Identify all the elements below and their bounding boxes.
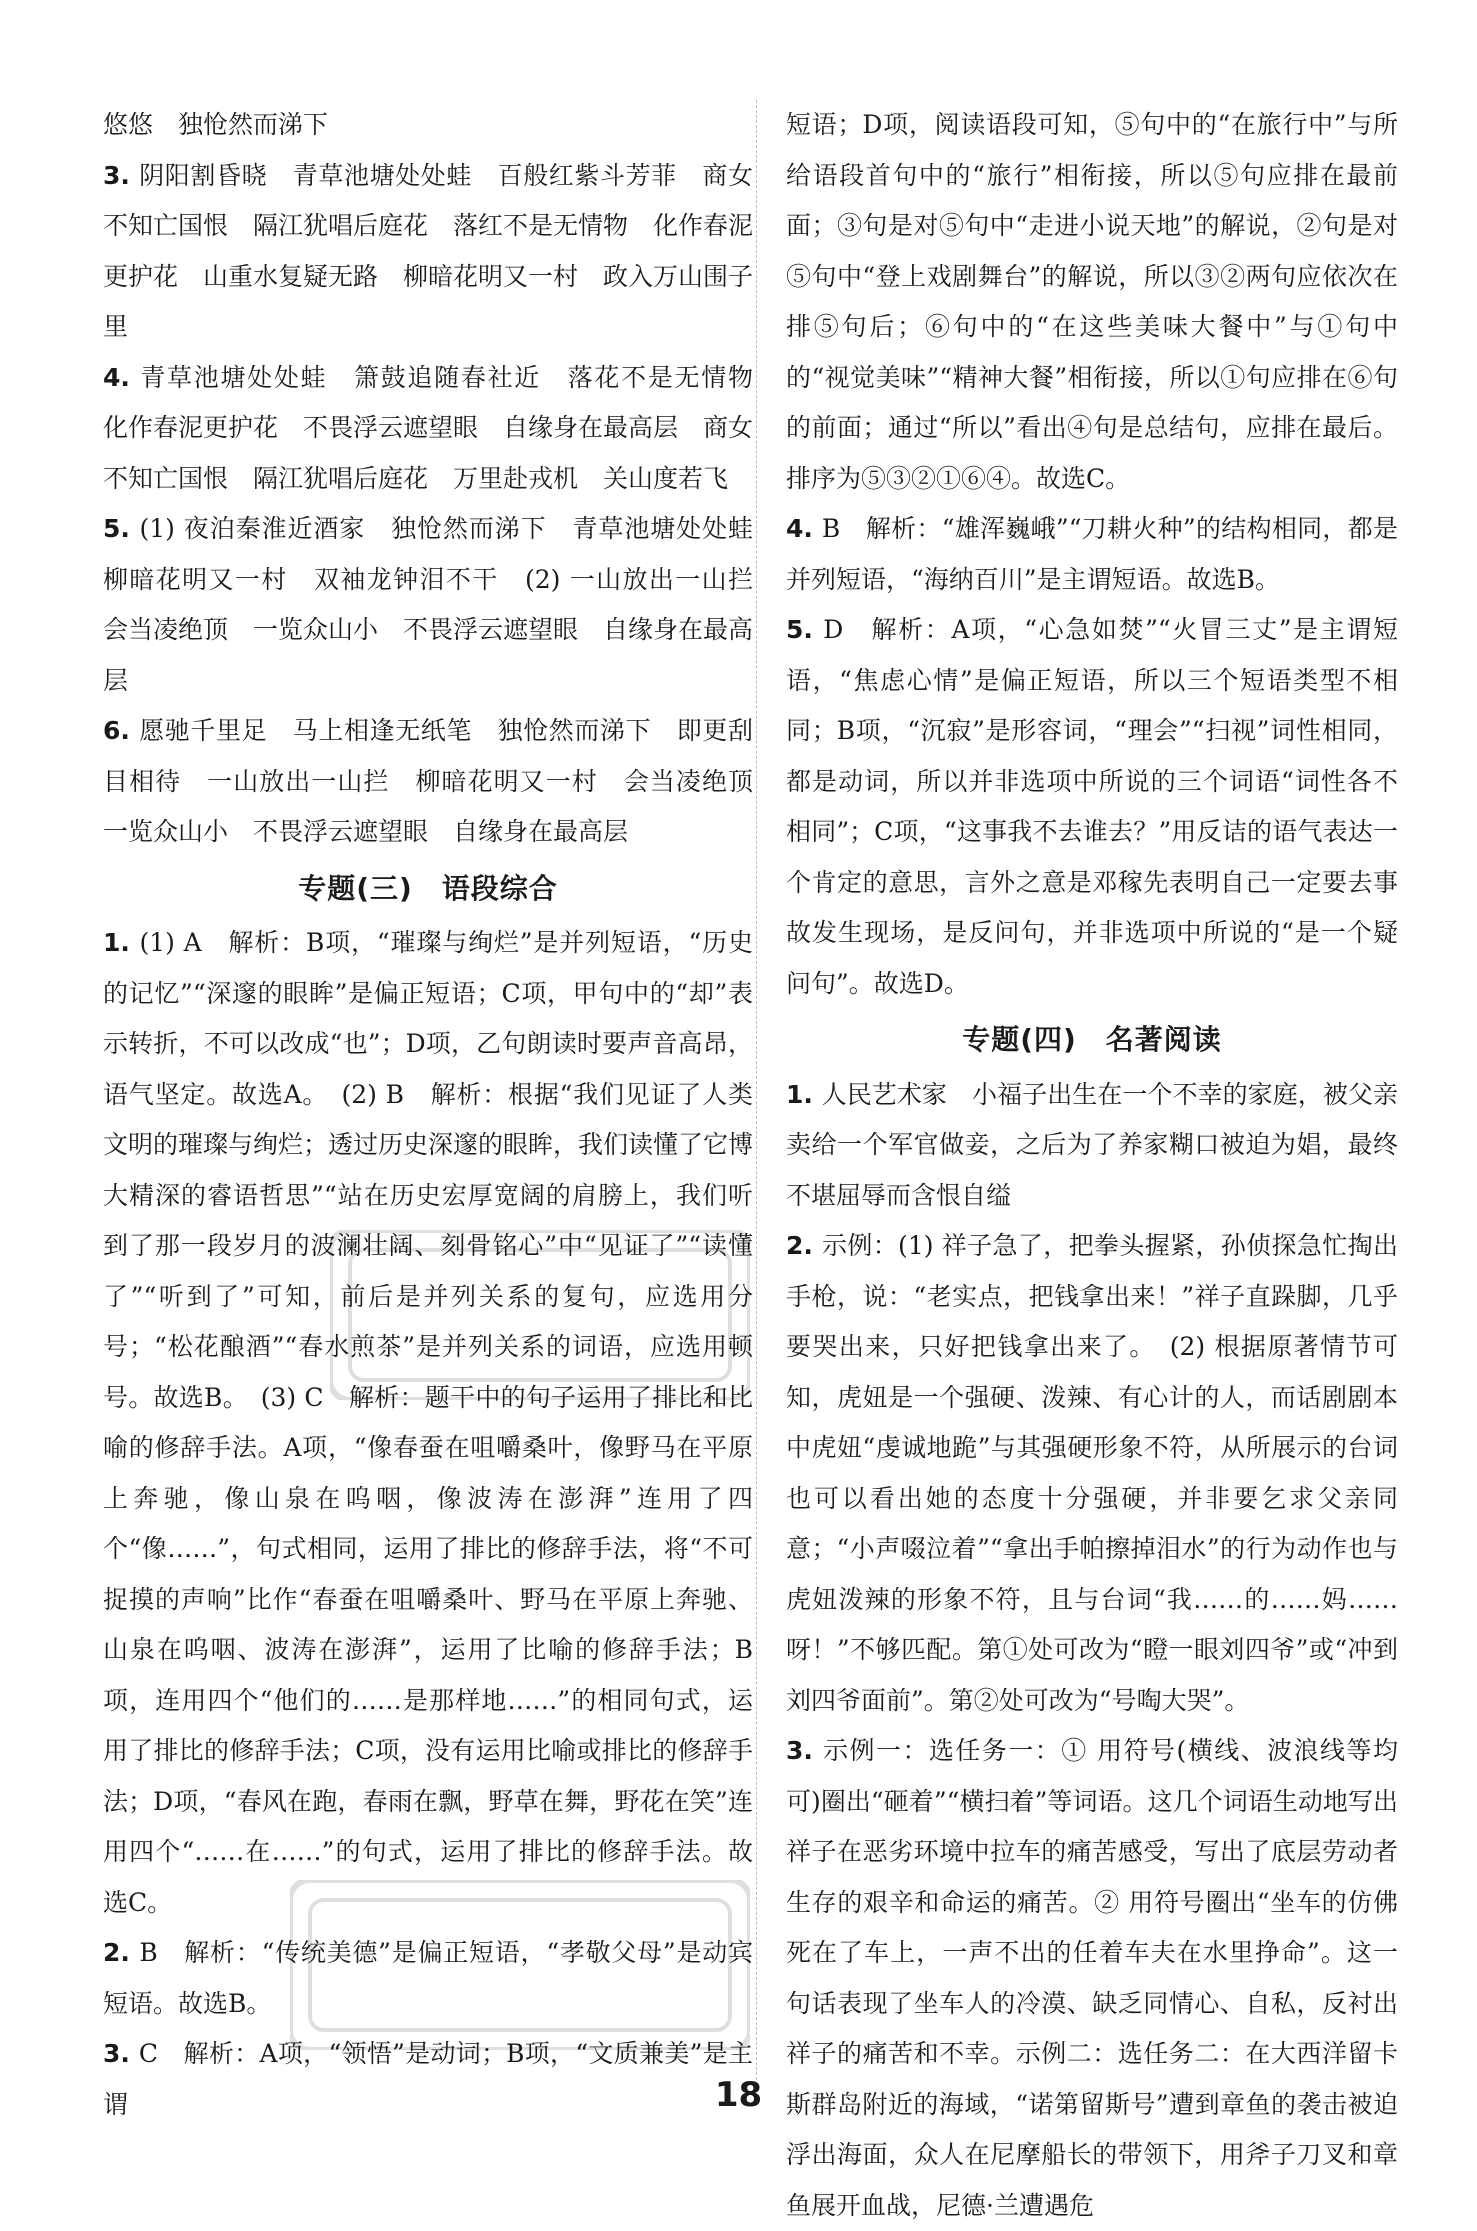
- left-column: [103, 100, 779, 2130]
- question-number: 5.: [786, 615, 824, 644]
- question-number: 6.: [103, 716, 140, 745]
- answer-text: 短语；D项，阅读语段可知，⑤句中的“在旅行中”与所给语段首句中的“旅行”相衔接，所以⑤句应排在最前面；③句是对⑤句中“走进小说天地”的解说，②句是对⑤句中“登上戏剧舞台”的解说，所以③②两句应依次在排⑤句后；⑥句中的“在这些美味大餐中”与①句中的“视觉美味”“精神大餐”相衔接，所以①句应排在⑥句的前面；通过“所以”看出④句是总结句，应排在最后。排序为⑤③②①⑥④。故选C。: [786, 110, 1398, 493]
- answer-text: 悠悠 独怆然而涕下: [103, 110, 329, 139]
- answer-paragraph: [786, 605, 1398, 1009]
- question-number: 1.: [103, 928, 140, 957]
- question-number: 2.: [103, 1938, 140, 1967]
- answer-text: 人民艺术家 小福子出生在一个不幸的家庭，被父亲卖给一个军官做妾，之后为了养家糊口被迫为娼，最终不堪屈辱而含恨自缢: [786, 1079, 1398, 1210]
- answer-paragraph: [786, 1221, 1398, 1726]
- column-divider: [756, 100, 757, 2080]
- question-number: 2.: [786, 1231, 822, 1260]
- answer-text: 示例：(1) 祥子急了，把拳头握紧，孙侦探急忙掏出手枪，说：“老实点，把钱拿出来！”祥子直跺脚，几乎要哭出来，只好把钱拿出来了。 (2) 根据原著情节可知，虎妞是一个强硬、泼辣、有心计的人，而话剧剧本中虎妞“虔诚地跪”与其强硬形象不符，从所展示的台词也可以看出她的态度十分强硬，并非要乞求父亲同意；“小声啜泣着”“拿出手帕擦掉泪水”的行为动作也与虎妞泼辣的形象不符，且与台词“我……的……妈……呀！”不够匹配。第①处可改为“瞪一眼刘四爷”或“冲到刘四爷面前”。第②处可改为“号啕大哭”。: [786, 1231, 1398, 1715]
- answer-paragraph: [103, 151, 753, 353]
- answer-paragraph: [103, 918, 753, 1928]
- question-number: 3.: [786, 1736, 824, 1765]
- answer-text: 阴阳割昏晓 青草池塘处处蛙 百般红紫斗芳菲 商女不知亡国恨 隔江犹唱后庭花 落红不是无情物 化作春泥更护花 山重水复疑无路 柳暗花明又一村 政入万山围子里: [103, 160, 754, 341]
- page-number: 18: [714, 2075, 763, 2115]
- answer-paragraph: [103, 100, 753, 151]
- question-number: 5.: [103, 514, 140, 543]
- question-number: 4.: [103, 362, 141, 392]
- answer-paragraph: [786, 1070, 1398, 1222]
- answer-paragraph: [103, 706, 779, 858]
- answer-text: B 解析：“传统美德”是偏正短语，“孝敬父母”是动宾短语。故选B。: [103, 1938, 753, 2018]
- question-number: 3.: [103, 160, 140, 190]
- answer-text: 示例一：选任务一：① 用符号(横线、波浪线等均可)圈出“砸着”“横扫着”等词语。这几个词语生动地写出祥子在恶劣环境中拉车的痛苦感受，写出了底层劳动者生存的艰辛和命运的痛苦。② 用符号圈出“坐车的仿佛死在了车上，一声不出的任着车夫在水里挣命”。这一句话表现了坐车人的冷漠、缺乏同情心、自私，反衬出祥子的痛苦和不幸。示例二：选任务二：在大西洋留卡斯群岛附近的海域，“诺第留斯号”遭到章鱼的袭击被迫浮出海面，众人在尼摩船长的带领下，用斧子刀叉和章鱼展开血战，尼德·兰遭遇危: [786, 1736, 1398, 2220]
- answer-text: (1) 夜泊秦淮近酒家 独怆然而涕下 青草池塘处处蛙 柳暗花明又一村 双袖龙钟泪不干 (2) 一山放出一山拦 会当凌绝顶 一览众山小 不畏浮云遮望眼 自缘身在最高层: [103, 514, 779, 695]
- answer-text: C 解析：A项，“领悟”是动词；B项，“文质兼美”是主谓: [103, 2039, 753, 2119]
- question-number: 3.: [103, 2039, 139, 2068]
- section-heading: 专题(四) 名著阅读: [962, 1023, 1222, 1056]
- answer-paragraph: [786, 504, 1398, 605]
- answer-text: (1) A 解析：B项，“璀璨与绚烂”是并列短语，“历史的记忆”“深邃的眼眸”是偏正短语；C项，甲句中的“却”表示转折，不可以改成“也”；D项，乙句朗读时要声音高昂，语气坚定。故选A。 (2) B 解析：根据“我们见证了人类文明的璀璨与绚烂；透过历史深邃的眼眸，我们读懂了它博大精深的睿语哲思”“站在历史宏厚宽阔的肩膀上，我们听到了那一段岁月的波澜壮阔、刻骨铭心”中“见证了”“读懂了”“听到了”可知，前后是并列关系的复句，应选用分号；“松花酿酒”“春水煎茶”是并列关系的词语，应选用顿号。故选B。 (3) C 解析：题干中的句子运用了排比和比喻的修辞手法。A项，“像春蚕在咀嚼桑叶，像野马在平原上奔驰，像山泉在呜咽，像波涛在澎湃”连用了四个“像……”，句式相同，运用了排比的修辞手法，将“不可捉摸的声响”比作“春蚕在咀嚼桑叶、野马在平原上奔驰、山泉在呜咽、波涛在澎湃”，运用了比喻的修辞手法；B项，连用四个“他们的……是那样地……”的相同句式，运用了排比的修辞手法；C项，没有运用比喻或排比的修辞手法；D项，“春风在跑，春雨在飘，野草在舞，野花在笑”连用四个“……在……”的句式，运用了排比的修辞手法。故选C。: [103, 928, 754, 1917]
- section-heading: 专题(三) 语段综合: [298, 871, 558, 905]
- question-number: 4.: [786, 514, 822, 543]
- answer-paragraph: [103, 504, 779, 706]
- answer-text: 青草池塘处处蛙 箫鼓追随春社近 落花不是无情物 化作春泥更护花 不畏浮云遮望眼 自缘身在最高层 商女不知亡国恨 隔江犹唱后庭花 万里赴戎机 关山度若飞: [103, 362, 778, 493]
- right-column: [786, 100, 1398, 2231]
- answer-paragraph: [103, 1928, 753, 2029]
- answer-paragraph: [103, 353, 778, 505]
- answer-paragraph: [786, 1726, 1398, 2231]
- answer-text: 愿驰千里足 马上相逢无纸笔 独怆然而涕下 即更刮目相待 一山放出一山拦 柳暗花明又一村 会当凌绝顶 一览众山小 不畏浮云遮望眼 自缘身在最高层: [103, 716, 779, 846]
- question-number: 1.: [786, 1079, 822, 1109]
- answer-text: B 解析：“雄浑巍峨”“刀耕火种”的结构相同，都是并列短语，“海纳百川”是主谓短语。故选B。: [786, 514, 1398, 594]
- answer-text: D 解析：A项，“心急如焚”“火冒三丈”是主谓短语，“焦虑心情”是偏正短语，所以三个短语类型不相同；B项，“沉寂”是形容词，“理会”“扫视”词性相同，都是动词，所以并非选项中所说的三个词语“词性各不相同”；C项，“这事我不去谁去？”用反诘的语气表达一个肯定的意思，言外之意是邓稼先表明自己一定要去事故发生现场，是反问句，并非选项中所说的“是一个疑问句”。故选D。: [786, 615, 1398, 998]
- answer-paragraph: [786, 100, 1398, 504]
